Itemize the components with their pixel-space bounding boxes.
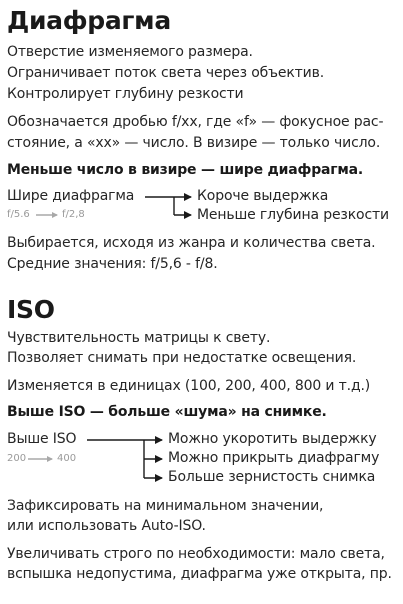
aperture-effect-2: Меньше глубина резкости: [197, 207, 389, 223]
aperture-para3-line1: Выбирается, исходя из жанра и количества света.: [7, 235, 376, 251]
aperture-para2-line1: Обозначается дробью f/xx, где «f» — фокусное рас-: [7, 114, 384, 130]
iso-para2: Изменяется в единицах (100, 200, 400, 800 и т.д.): [7, 378, 371, 394]
aperture-example-to: f/2,8: [62, 209, 85, 220]
iso-para4-line1: Увеличивать строго по необходимости: мало света,: [7, 546, 385, 562]
iso-para3-line1: Зафиксировать на минимальном значении,: [7, 498, 324, 514]
aperture-rule: Меньше число в визире — шире диафрагма.: [7, 162, 363, 178]
aperture-example-from: f/5.6: [7, 209, 30, 220]
iso-effect-2: Можно прикрыть диафрагму: [168, 450, 380, 466]
aperture-para3-line2: Средние значения: f/5,6 - f/8.: [7, 256, 218, 272]
aperture-title: Диафрагма: [7, 6, 171, 35]
aperture-para2-line2: стояние, а «xx» — число. В визире — только число.: [7, 135, 381, 151]
aperture-arrow-group: [36, 197, 191, 215]
iso-para4-line2: вспышка недопустима, диафрагма уже открыта, пр.: [7, 566, 392, 582]
iso-arrow-group: [28, 440, 162, 478]
aperture-diagram-source: Шире диафрагма: [7, 188, 135, 204]
iso-rule: Выше ISO — больше «шума» на снимке.: [7, 404, 327, 420]
iso-para1-line2: Позволяет снимать при недостатке освещения.: [7, 350, 357, 366]
aperture-para1-line3: Контролирует глубину резкости: [7, 86, 244, 102]
aperture-effect-1: Короче выдержка: [197, 188, 329, 204]
iso-example-from: 200: [7, 453, 27, 464]
iso-para1-line1: Чувствительность матрицы к свету.: [7, 330, 271, 346]
iso-para3-line2: или использовать Auto-ISO.: [7, 518, 206, 534]
iso-title: ISO: [7, 295, 55, 324]
iso-effect-3: Больше зернистость снимка: [168, 469, 376, 485]
aperture-para1-line2: Ограничивает поток света через объектив.: [7, 65, 324, 81]
iso-effect-1: Можно укоротить выдержку: [168, 431, 377, 447]
iso-example-to: 400: [57, 453, 77, 464]
aperture-para1-line1: Отверстие изменяемого размера.: [7, 44, 253, 60]
iso-diagram-source: Выше ISO: [7, 431, 77, 447]
